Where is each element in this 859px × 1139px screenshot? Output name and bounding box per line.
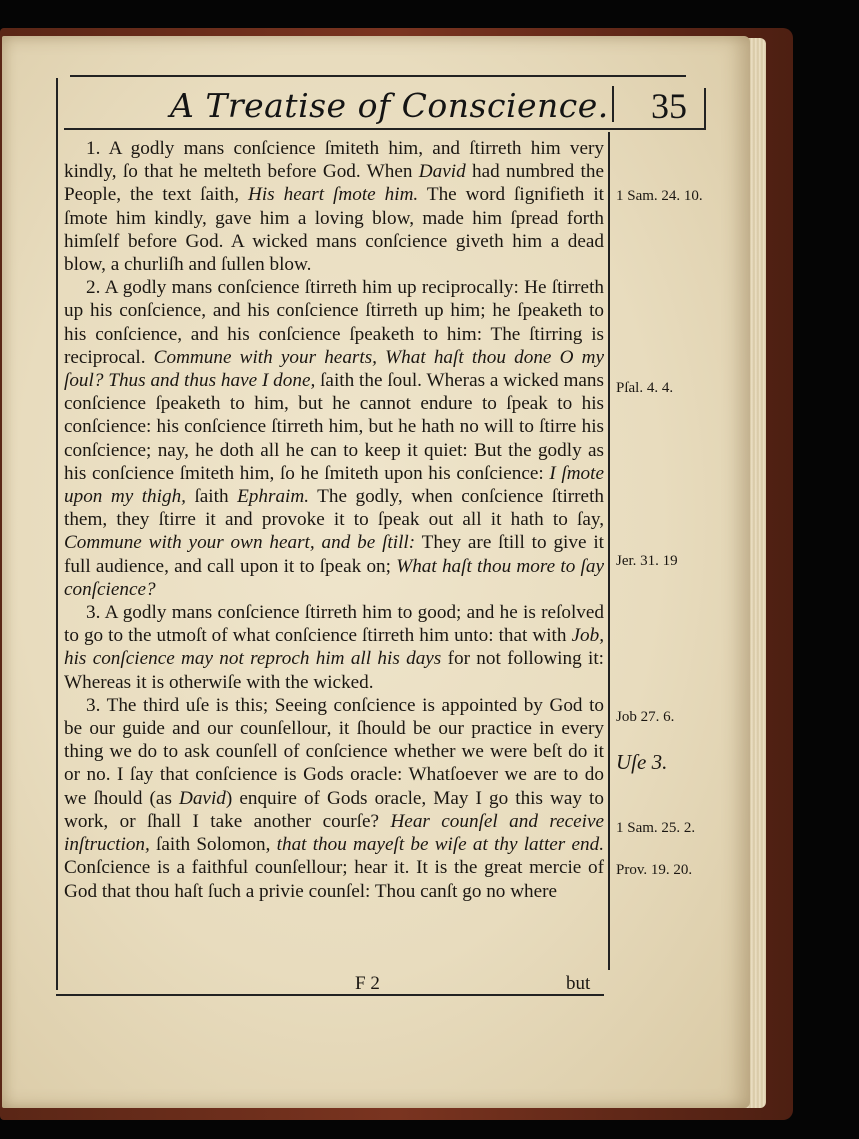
header-top-rule (70, 75, 686, 77)
margin-note-use-3: Uſe 3. (616, 750, 668, 774)
paragraph-4: 3. The third uſe is this; Seeing conſcience is appointed by God to be our guide and our counſellour, it ſhould be our practice in every thing we do to ask counſell of conſcience whether we were beſt do it or no. I ſay that conſcience is Gods oracle: Whatſoever we are to do we ſhould (as David) enquire of Gods oracle, May I go this way to work, or ſhall I take another courſe? Hear counſel and receive inſtruction, ſaith Solomon, that thou mayeſt be wiſe at thy latter end. Conſcience is a faithful counſellour; hear it. It is the great mercie of God that thou haſt ſuch a privie counſel: Thou canſt go no where (64, 694, 605, 902)
margin-note-job-27: Job 27. 6. (616, 709, 675, 725)
paragraph-1: 1. A godly mans conſcience ſmiteth him, and ſtirreth him very kindly, ſo that he melteth before God. When David had numbred the People, the text ſaith, His heart ſmote him. The word ſignifieth it ſmote him kindly, gave him a loving blow, made him ſpread forth himſelf before God. A wicked mans conſcience giveth him a dead blow, a churliſh and ſullen blow. (64, 138, 604, 276)
catchword: but (566, 973, 591, 994)
header-right-rule (704, 88, 706, 128)
paragraph-2: 2. A godly mans conſcience ſtirreth him up reciprocally: He ſtirreth up his conſcience, and his conſcience ſtirreth up him; he ſpeaketh to his conſcience, and his conſcience ſpeaketh to him: The ſtirring is reciprocal. Commune with your hearts, What haſt thou done O my ſoul? Thus and thus have I done, ſaith the ſoul. Wheras a wicked mans conſcience ſpeaketh to him, but he cannot endure to ſpeak to his conſcience: his conſcience ſtirreth him, but he hath no will to ſtirre his conſcience; nay, he doth all he can to keep it quiet: But the godly as his conſcience ſmiteth him, ſo he ſmiteth upon his conſcience: I ſmote upon my thigh, ſaith Ephraim. The godly, when conſcience ſtirreth them, they ſtirre it and provoke it to ſpeak out all it hath to ſay, Commune with your own heart, and be ſtill: They are ſtill to give it full audience, and call upon it to ſpeak on; What haſt thou more to ſay conſcience? (64, 277, 604, 600)
margin-note-1-sam-25: 1 Sam. 25. 2. (616, 820, 696, 836)
left-border-rule (56, 78, 58, 990)
header-bottom-rule (64, 128, 706, 130)
header-divider (612, 86, 614, 122)
margin-column-rule (608, 132, 610, 970)
signature-mark: F 2 (355, 973, 380, 994)
body-text (64, 137, 604, 903)
bottom-rule (56, 994, 604, 996)
margin-note-1-sam-24: 1 Sam. 24. 10. (616, 188, 703, 204)
margin-note-prov-19: Prov. 19. 20. (616, 862, 693, 878)
margin-note-psal-4: Pſal. 4. 4. (616, 380, 674, 396)
page-number: 35 (651, 86, 687, 126)
paragraph-3: 3. A godly mans conſcience ſtirreth him to good; and he is reſolved to go to the utmoſt of what conſcience ſtirreth him unto: that with Job, his conſcience may not reproch him all his days for not following it: Whereas it is otherwiſe with the wicked. (64, 602, 605, 693)
running-title: A Treatise of Conscience. (170, 86, 609, 125)
margin-note-jer-31: Jer. 31. 19 (616, 553, 678, 569)
